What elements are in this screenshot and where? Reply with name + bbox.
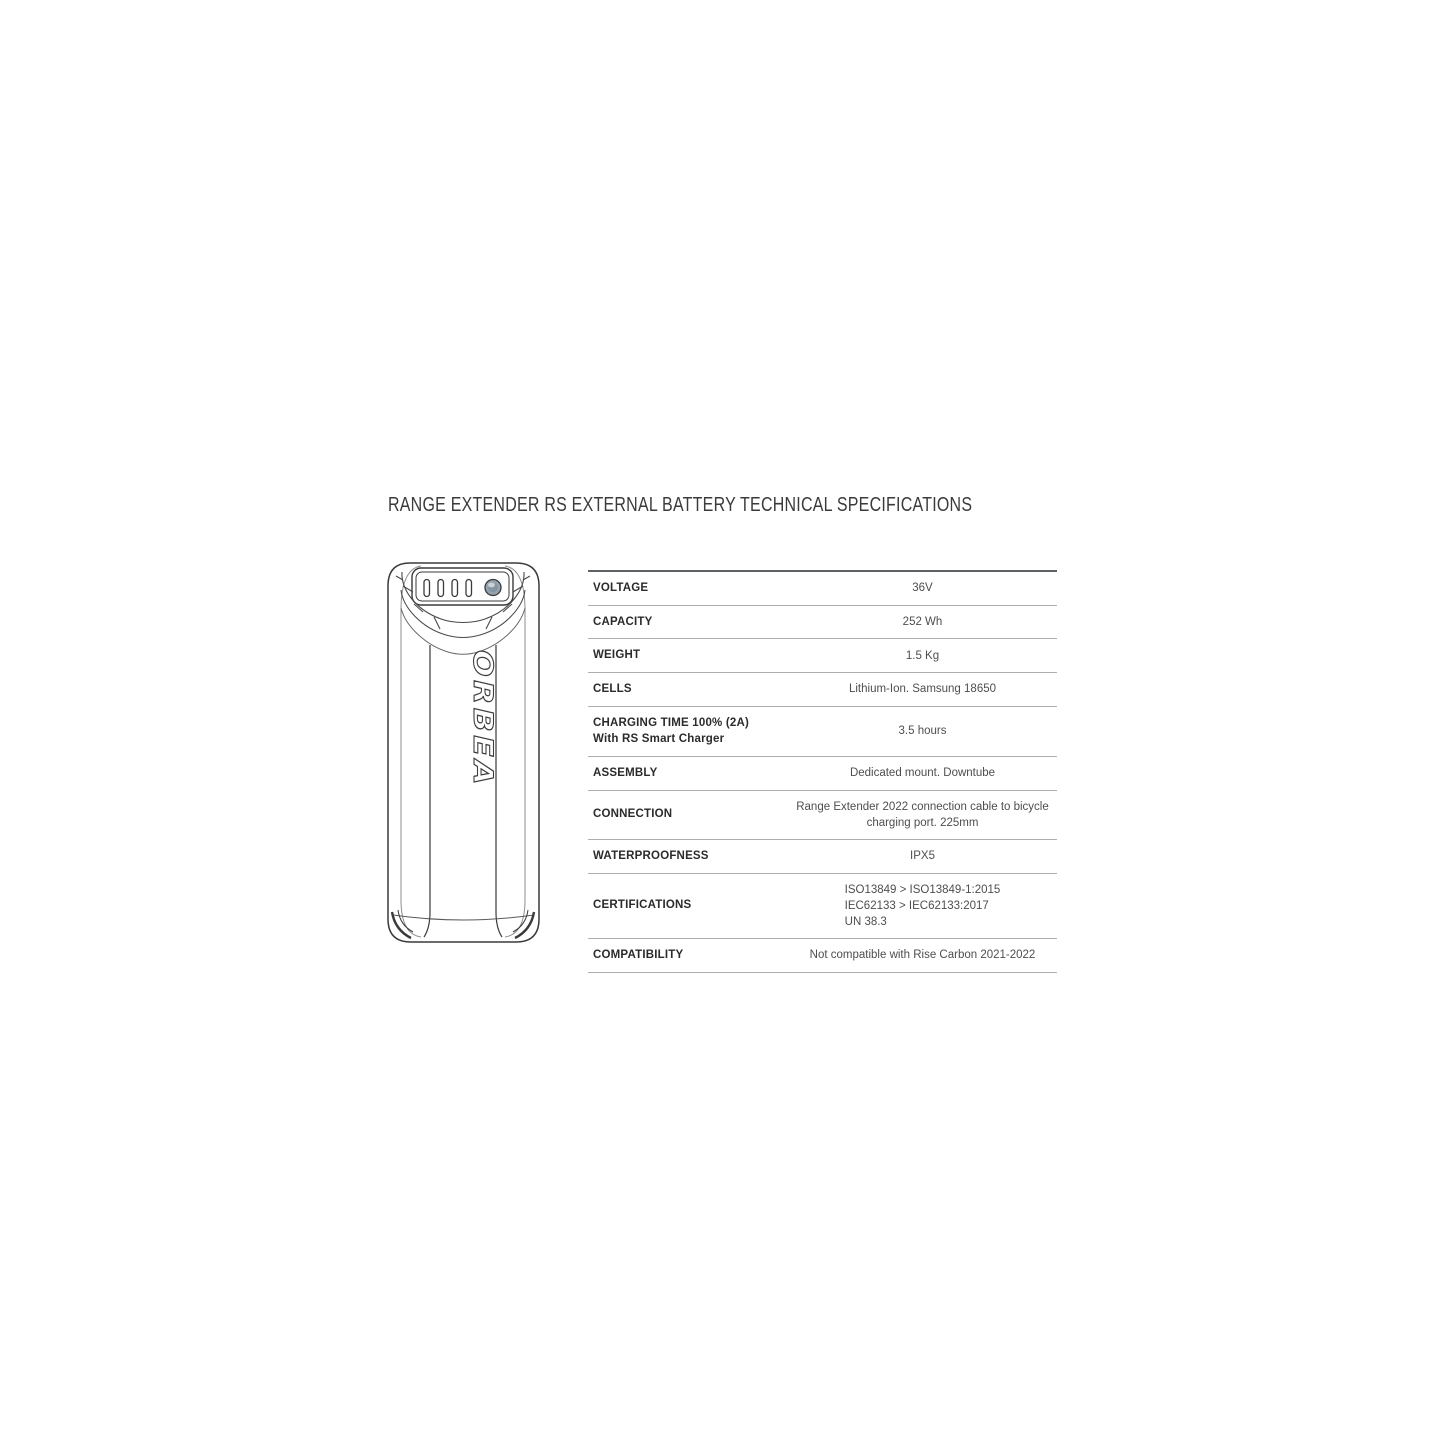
spec-label: CELLS — [593, 683, 632, 696]
battery-line-drawing — [386, 556, 541, 946]
spec-value: Lithium-Ion. Samsung 18650 — [848, 683, 997, 696]
spec-label: CONNECTION — [593, 808, 673, 821]
spec-row — [588, 606, 1057, 640]
spec-table — [588, 570, 1057, 973]
spec-row — [588, 572, 1057, 606]
spec-row — [588, 673, 1057, 707]
spec-label: CERTIFICATIONS — [593, 899, 692, 912]
spec-row — [588, 707, 1057, 757]
spec-label: CAPACITY — [593, 615, 653, 628]
spec-label: WATERPROOFNESS — [593, 849, 709, 862]
spec-row — [588, 791, 1057, 840]
spec-row — [588, 757, 1057, 791]
spec-row — [588, 639, 1057, 673]
battery-outline — [388, 563, 539, 942]
spec-value: 252 Wh — [902, 615, 943, 628]
spec-label: ASSEMBLY — [593, 767, 658, 780]
spec-label: CHARGING TIME 100% (2A) With RS Smart Charger — [593, 716, 750, 746]
power-button-icon — [485, 580, 501, 596]
spec-row — [588, 840, 1057, 874]
spec-value: Dedicated mount. Downtube — [849, 767, 996, 780]
spec-label: WEIGHT — [593, 649, 641, 662]
spec-row — [588, 939, 1057, 973]
spec-value: ISO13849 > ISO13849-1:2015 IEC62133 > IEC62133:2017 UN 38.3 — [844, 883, 1001, 928]
spec-row — [588, 874, 1057, 939]
spec-value: Range Extender 2022 connection cable to bicycle charging port. 225mm — [796, 800, 1049, 829]
spec-value: 3.5 hours — [898, 725, 947, 738]
orbea-logo: ORBEA — [467, 650, 498, 769]
spec-value: 1.5 Kg — [905, 649, 940, 662]
spec-label: VOLTAGE — [593, 582, 649, 594]
page-title: RANGE EXTENDER RS EXTERNAL BATTERY TECHNICAL SPECIFICATIONS — [388, 493, 973, 516]
spec-value: IPX5 — [910, 850, 935, 863]
spec-value: Not compatible with Rise Carbon 2021-2022 — [809, 949, 1036, 962]
spec-label: COMPATIBILITY — [593, 948, 684, 961]
spec-value: 36V — [912, 582, 933, 595]
battery-illustration — [386, 556, 541, 946]
